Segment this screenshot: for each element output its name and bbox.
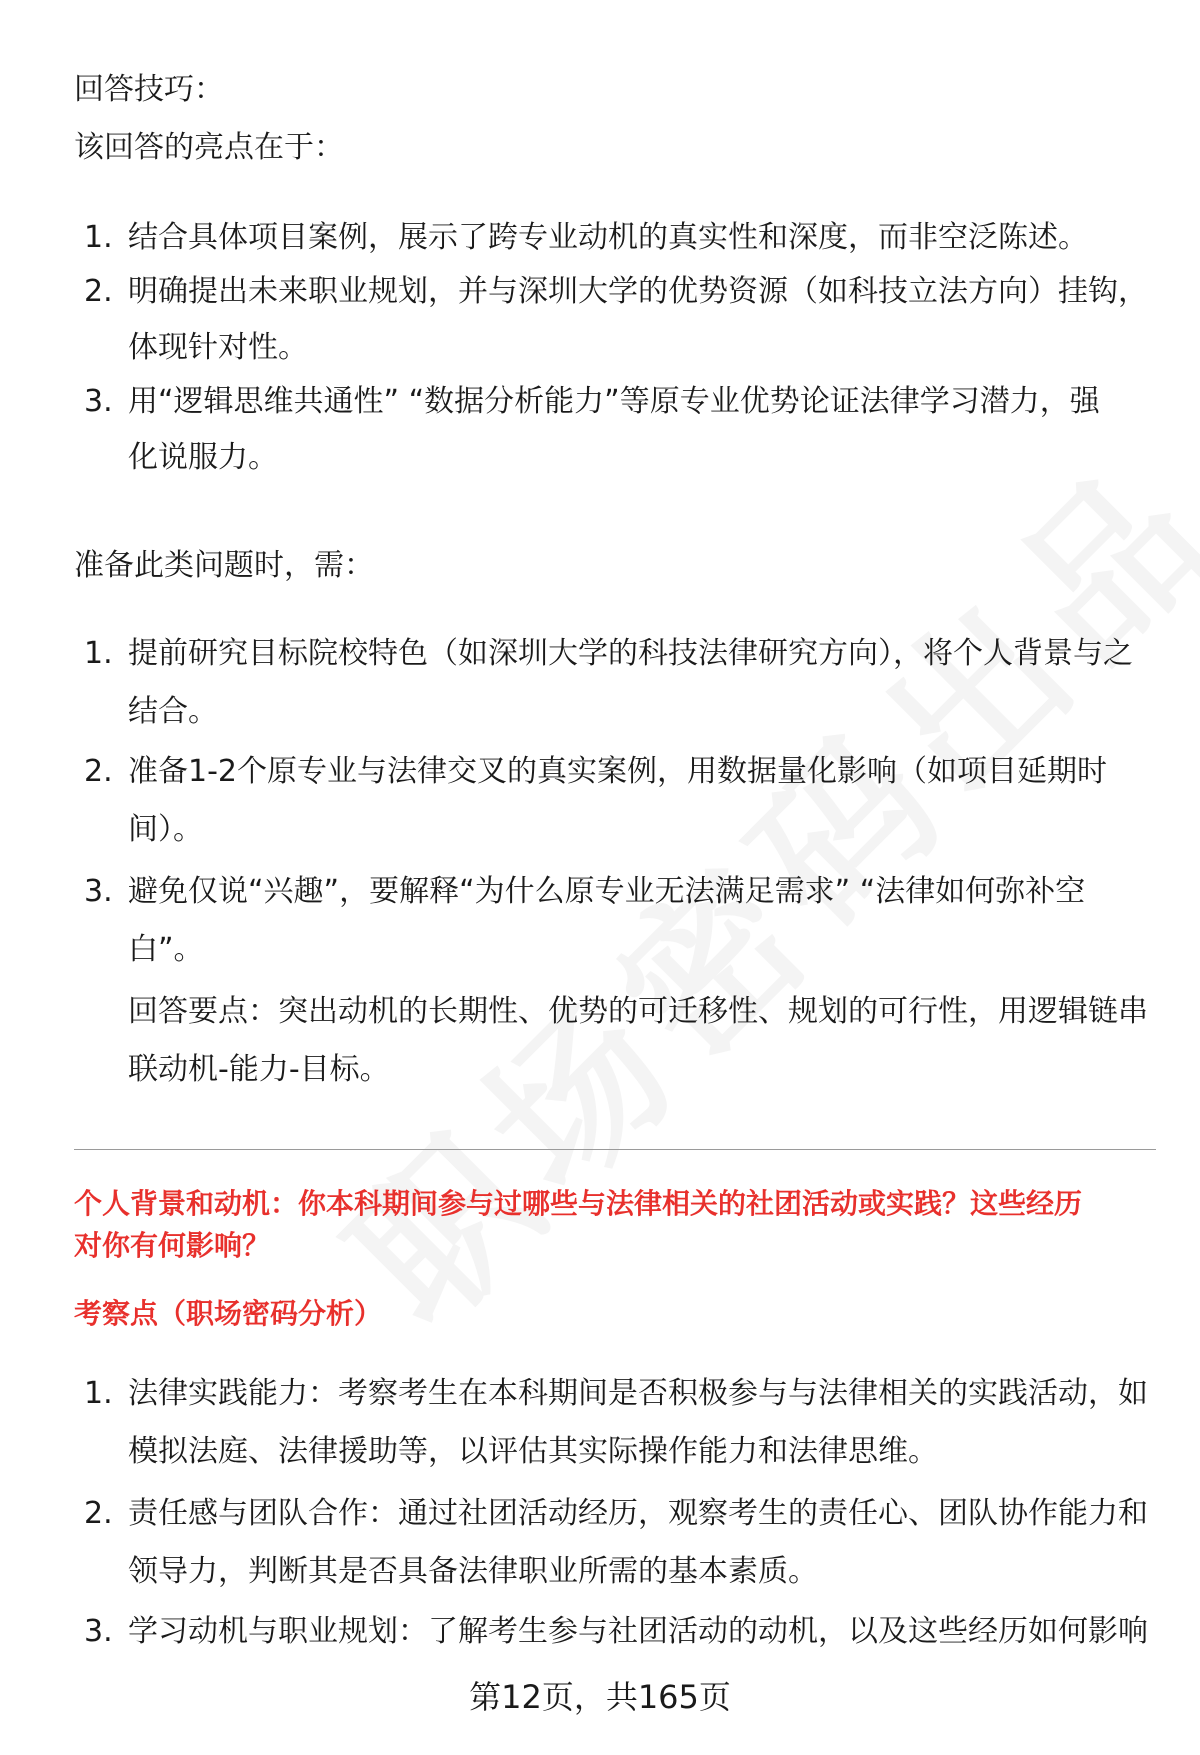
list-number: 3. (84, 1614, 113, 1649)
analysis-heading: 考察点（职场密码分析） (74, 1297, 383, 1330)
question-heading-line1: 个人背景和动机：你本科期间参与过哪些与法律相关的社团活动或实践？这些经历 (74, 1187, 1083, 1220)
list-number: 2. (84, 754, 113, 789)
section-divider (74, 1149, 1156, 1150)
list-number: 2. (84, 274, 113, 309)
question-heading-line2: 对你有何影响？ (74, 1229, 271, 1262)
key-points-line1: 回答要点：突出动机的长期性、优势的可迁移性、规划的可行性，用逻辑链串 (128, 994, 1148, 1029)
list-number: 1. (84, 220, 113, 255)
list-text-continued: 白”。 (128, 932, 204, 967)
list-text: 避免仅说“兴趣”，要解释“为什么原专业无法满足需求” “法律如何弥补空 (128, 874, 1086, 909)
key-points-line2: 联动机-能力-目标。 (128, 1052, 390, 1087)
page-number-footer: 第12页，共165页 (469, 1678, 731, 1716)
list-text: 用“逻辑思维共通性” “数据分析能力”等原专业优势论证法律学习潜力，强 (128, 384, 1100, 419)
list-text: 法律实践能力：考察考生在本科期间是否积极参与与法律相关的实践活动，如 (128, 1376, 1148, 1411)
list-text: 明确提出未来职业规划，并与深圳大学的优势资源（如科技立法方向）挂钩， (128, 274, 1148, 309)
list-text-continued: 结合。 (128, 694, 218, 729)
list-text-continued: 间）。 (128, 812, 203, 847)
list-text-continued: 体现针对性。 (128, 330, 308, 365)
prep-label: 准备此类问题时，需： (74, 548, 374, 583)
answer-tips-label: 回答技巧： (74, 72, 224, 107)
list-number: 1. (84, 1376, 113, 1411)
list-number: 3. (84, 874, 113, 909)
list-text-continued: 化说服力。 (128, 440, 278, 475)
highlights-intro: 该回答的亮点在于： (74, 130, 344, 165)
list-text: 提前研究目标院校特色（如深圳大学的科技法律研究方向），将个人背景与之 (128, 636, 1133, 671)
list-text: 学习动机与职业规划：了解考生参与社团活动的动机，以及这些经历如何影响 (128, 1614, 1148, 1649)
list-text: 准备1-2个原专业与法律交叉的真实案例，用数据量化影响（如项目延期时 (128, 754, 1107, 789)
list-text: 责任感与团队合作：通过社团活动经历，观察考生的责任心、团队协作能力和 (128, 1496, 1148, 1531)
list-text: 结合具体项目案例，展示了跨专业动机的真实性和深度，而非空泛陈述。 (128, 220, 1088, 255)
list-number: 3. (84, 384, 113, 419)
list-number: 1. (84, 636, 113, 671)
list-text-continued: 模拟法庭、法律援助等，以评估其实际操作能力和法律思维。 (128, 1434, 938, 1469)
list-number: 2. (84, 1496, 113, 1531)
list-text-continued: 领导力，判断其是否具备法律职业所需的基本素质。 (128, 1554, 818, 1589)
